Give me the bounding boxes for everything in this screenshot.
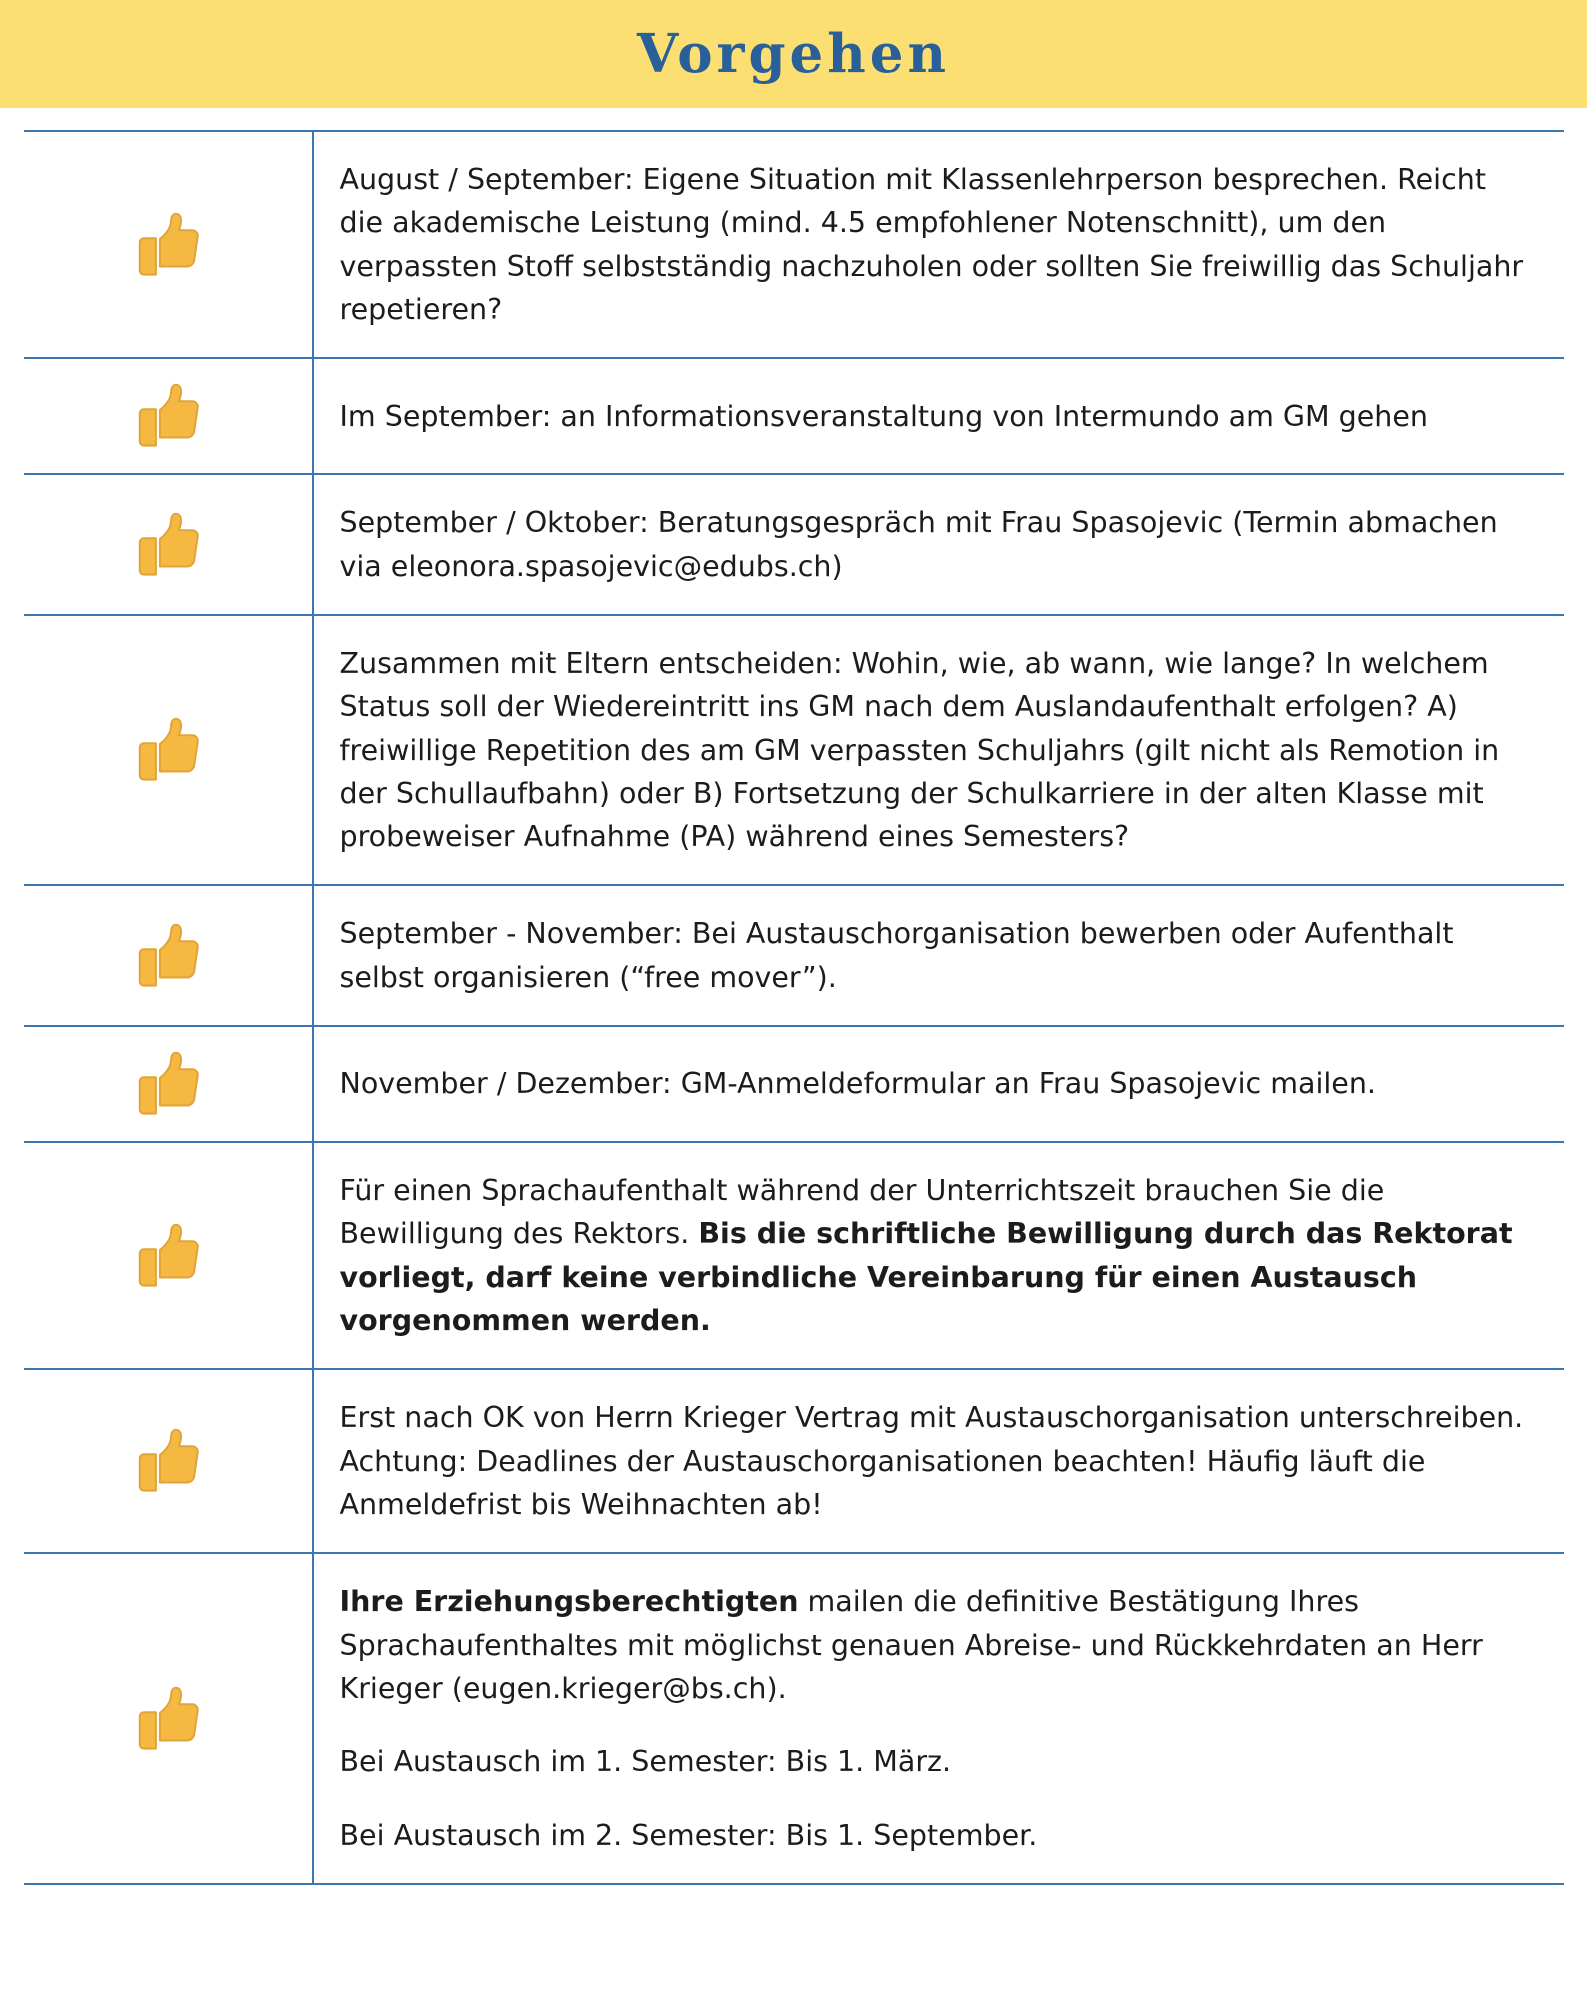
step-icon-cell xyxy=(24,1143,314,1368)
step-paragraph xyxy=(340,642,1526,859)
step-icon-cell xyxy=(24,616,314,885)
step-text-cell xyxy=(314,1370,1564,1552)
thumbs-up-icon xyxy=(125,202,211,288)
body-text: September - November: Bei Austauschorganisation bewerben oder Aufenthalt selbst organisieren (“free mover”). xyxy=(339,917,1454,994)
body-text: Im September: an Informationsveranstaltung von Intermundo am GM gehen xyxy=(339,399,1428,433)
table-row xyxy=(24,1552,1564,1885)
thumbs-up-icon xyxy=(125,913,211,999)
emphasis-text: Bis die schriftliche Bewilligung durch das Rektorat vorliegt, darf keine verbindliche Vereinbarung für einen Austausch vorgenommen werden. xyxy=(339,1217,1513,1337)
table-row xyxy=(24,614,1564,885)
step-icon-cell xyxy=(24,132,314,357)
thumbs-up-icon xyxy=(125,1676,211,1762)
body-text: November / Dezember: GM-Anmeldeformular an Frau Spasojevic mailen. xyxy=(339,1067,1376,1101)
body-text: Bei Austausch im 2. Semester: Bis 1. September. xyxy=(339,1818,1038,1852)
step-paragraph xyxy=(340,1062,1526,1105)
step-text-cell xyxy=(314,886,1564,1025)
step-icon-cell xyxy=(24,359,314,473)
table-row xyxy=(24,357,1564,473)
step-paragraph xyxy=(340,1169,1526,1342)
step-paragraph xyxy=(340,1580,1526,1710)
steps-table xyxy=(24,130,1564,1885)
body-text: Erst nach OK von Herrn Krieger Vertrag mit Austauschorganisation unterschreiben. Achtung: Deadlines der Austauschorganisationen beachten! Häufig läuft die Anmeldefrist bis Weihnachten ab! xyxy=(339,1401,1524,1521)
thumbs-up-icon xyxy=(125,707,211,793)
thumbs-up-icon xyxy=(125,1041,211,1127)
step-text-cell xyxy=(314,359,1564,473)
step-paragraph xyxy=(340,158,1526,331)
thumbs-up-icon xyxy=(125,1213,211,1299)
step-paragraph xyxy=(340,912,1526,999)
step-text-cell xyxy=(314,132,1564,357)
step-paragraph xyxy=(340,1396,1526,1526)
step-paragraph xyxy=(340,395,1526,438)
table-row xyxy=(24,1141,1564,1368)
page-title: Vorgehen xyxy=(636,23,951,85)
table-row xyxy=(24,1025,1564,1141)
step-text-cell xyxy=(314,1143,1564,1368)
emphasis-text: Ihre Erziehungsberechtigten xyxy=(339,1585,799,1619)
step-text-cell xyxy=(314,1027,1564,1141)
page-title-banner xyxy=(0,0,1587,108)
body-text: Bei Austausch im 1. Semester: Bis 1. März. xyxy=(339,1745,952,1779)
step-paragraph xyxy=(340,501,1526,588)
step-icon-cell xyxy=(24,1027,314,1141)
table-row xyxy=(24,884,1564,1025)
table-row xyxy=(24,130,1564,357)
body-text: Für einen Sprachaufenthalt während der Unterrichtszeit brauchen Sie die Bewilligung des Rektors. xyxy=(339,1174,1385,1251)
step-paragraph xyxy=(340,1740,1526,1783)
step-icon-cell xyxy=(24,886,314,1025)
thumbs-up-icon xyxy=(125,502,211,588)
step-text-cell xyxy=(314,616,1564,885)
step-icon-cell xyxy=(24,475,314,614)
step-paragraph xyxy=(340,1814,1526,1857)
body-text: August / September: Eigene Situation mit Klassenlehrperson besprechen. Reicht die akademische Leistung (mind. 4.5 empfohlener Notenschnitt), um den verpassten Stoff selbstständig nachzuholen oder sollten Sie freiwillig das Schuljahr repetieren? xyxy=(339,163,1524,326)
table-row xyxy=(24,473,1564,614)
step-text-cell xyxy=(314,1554,1564,1883)
body-text: mailen die definitive Bestätigung Ihres Sprachaufenthaltes mit möglichst genauen Abreise- und Rückkehrdaten an Herr Krieger (eugen.krieger@bs.ch). xyxy=(339,1585,1483,1705)
thumbs-up-icon xyxy=(125,1418,211,1504)
table-row xyxy=(24,1368,1564,1552)
thumbs-up-icon xyxy=(125,373,211,459)
step-icon-cell xyxy=(24,1370,314,1552)
step-icon-cell xyxy=(24,1554,314,1883)
body-text: Zusammen mit Eltern entscheiden: Wohin, wie, ab wann, wie lange? In welchem Status soll der Wiedereintritt ins GM nach dem Auslandaufenthalt erfolgen? A) freiwillige Repetition des am GM verpassten Schuljahrs (gilt nicht als Remotion in der Schullaufbahn) oder B) Fortsetzung der Schulkarriere in der alten Klasse mit probeweiser Aufnahme (PA) während eines Semesters? xyxy=(339,646,1500,854)
body-text: September / Oktober: Beratungsgespräch mit Frau Spasojevic (Termin abmachen via eleonora.spasojevic@edubs.ch) xyxy=(339,506,1498,583)
step-text-cell xyxy=(314,475,1564,614)
